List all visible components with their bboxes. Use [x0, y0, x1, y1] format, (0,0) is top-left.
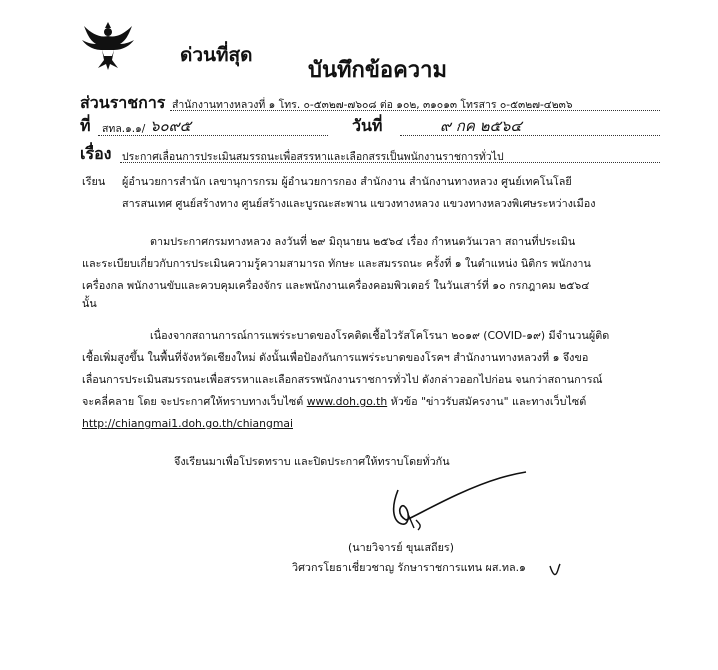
- paragraph2-line-4-text-b: หัวข้อ "ข่าวรับสมัครงาน" และทางเว็บไซต์: [387, 395, 587, 408]
- signatory-name: (นายวิจารย์ ขุนเสถียร): [348, 541, 454, 554]
- chiangmai1-website-link[interactable]: http://chiangmai1.doh.go.th/chiangmai: [82, 417, 293, 430]
- date-underline: [400, 135, 660, 136]
- signature-icon: [380, 470, 530, 540]
- ref-number-handwritten: ๖๐๙๕: [150, 117, 192, 135]
- paragraph1-line-1: ตามประกาศกรมทางหลวง ลงวันที่ ๒๙ มิถุนายน ๒๕๖๔ เรื่อง กำหนดวันเวลา สถานที่ประเมิน: [150, 235, 576, 248]
- agency-underline: [170, 110, 660, 111]
- handwritten-mark-icon: [548, 562, 562, 578]
- agency-label: ส่วนราชการ: [80, 93, 166, 112]
- paragraph1-line-3: เครื่องกล พนักงานขับและควบคุมเครื่องจักร และพนักงานเครื่องคอมพิวเตอร์ ในวันเสาร์ที่ ๑๐ กรกฎาคม ๒๕๖๔: [82, 279, 590, 292]
- signatory-position: วิศวกรโยธาเชี่ยวชาญ รักษาราชการแทน ผส.ทล.๑: [292, 561, 526, 574]
- paragraph2-line-4-text-a: จะคลี่คลาย โดย จะประกาศให้ทราบทางเว็บไซต์: [82, 395, 307, 408]
- salutation-line-1: ผู้อำนวยการสำนัก เลขานุการกรม ผู้อำนวยการกอง สำนักงาน สำนักงานทางหลวง ศูนย์เทคโนโลยี: [122, 175, 572, 188]
- paragraph1-line-4: นั้น: [82, 297, 97, 310]
- paragraph1-line-2: และระเบียบเกี่ยวกับการประเมินความรู้ความสามารถ ทักษะ และสมรรถนะ ครั้งที่ ๑ ในตำแหน่ง นิติกร พนักงาน: [82, 257, 591, 270]
- salutation-line-2: สารสนเทศ ศูนย์สร้างทาง ศูนย์สร้างและบูรณะสะพาน แขวงทางหลวง แขวงทางหลวงพิเศษระหว่างเมือง: [122, 197, 596, 210]
- paragraph2-line-2: เชื้อเพิ่มสูงขึ้น ในพื้นที่จังหวัดเชียงใหม่ ดังนั้นเพื่อป้องกันการแพร่ระบาดของโรคฯ สำนักงานทางหลวงที่ ๑ จึงขอ: [82, 351, 589, 364]
- memo-title: บันทึกข้อความ: [308, 58, 448, 83]
- subject-label: เรื่อง: [80, 144, 112, 163]
- subject-value: ประกาศเลื่อนการประเมินสมรรถนะเพื่อสรรหาและเลือกสรรเป็นพนักงานราชการทั่วไป: [122, 151, 504, 163]
- garuda-emblem-icon: [80, 20, 136, 72]
- paragraph2-line-4: [82, 392, 586, 412]
- urgency-label: ด่วนที่สุด: [180, 44, 253, 66]
- salutation-label: เรียน: [82, 175, 106, 188]
- paragraph2-line-3: เลื่อนการประเมินสมรรถนะเพื่อสรรหาและเลือกสรรพนักงานราชการทั่วไป ดังกล่าวออกไปก่อน จนกว่าสถานการณ์: [82, 373, 603, 386]
- closing-text: จึงเรียนมาเพื่อโปรดทราบ และปิดประกาศให้ทราบโดยทั่วกัน: [174, 455, 450, 468]
- ref-underline: [98, 135, 328, 136]
- date-label: วันที่: [352, 116, 383, 135]
- date-handwritten: ๙ กค ๒๕๖๔: [440, 117, 522, 135]
- ref-label: ที่: [80, 116, 91, 135]
- paragraph2-line-1: เนื่องจากสถานการณ์การแพร่ระบาดของโรคติดเชื้อไวรัสโคโรนา ๒๐๑๙ (COVID-๑๙) มีจำนวนผู้ติด: [150, 329, 610, 342]
- doh-website-link[interactable]: www.doh.go.th: [306, 395, 388, 408]
- ref-value: สทล.๑.๑/: [102, 123, 146, 135]
- subject-underline: [120, 162, 660, 163]
- agency-value: สำนักงานทางหลวงที่ ๑ โทร. ๐-๕๓๒๗-๗๖๐๘ ต่อ ๑๐๒, ๓๑๐๑๓ โทรสาร ๐-๕๓๒๗-๔๒๓๖: [172, 99, 573, 111]
